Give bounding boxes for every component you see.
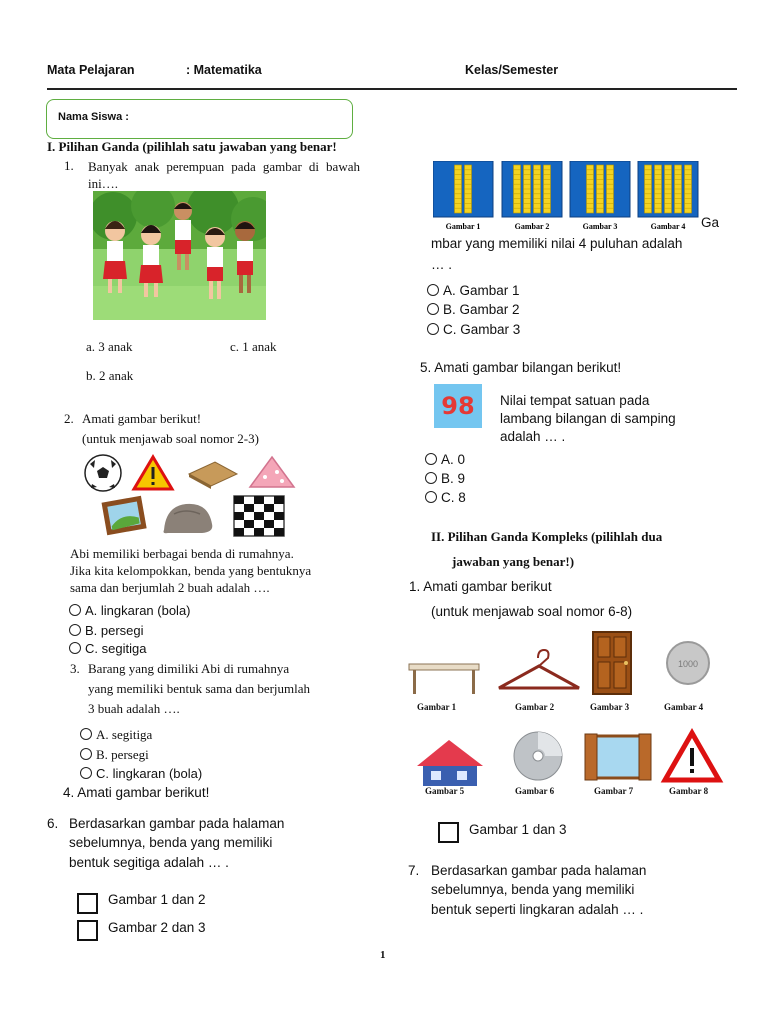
q6-choice-1[interactable]: Gambar 1 dan 2 — [108, 892, 206, 907]
q3-option-b-label: B. persegi — [96, 747, 149, 762]
q4-option-b-label: B. Gambar 2 — [443, 302, 520, 317]
q3-line-1: Barang yang dimiliki Abi di rumahnya — [88, 661, 290, 676]
sticks-panel-label: Gambar 4 — [650, 222, 686, 231]
section-1-title: I. Pilihan Ganda (pilihlah satu jawaban yang benar! — [47, 139, 337, 154]
q6-line-2: sebelumnya, benda yang memiliki — [69, 835, 273, 850]
obj-label-1: Gambar 1 — [417, 702, 457, 712]
number-card — [434, 384, 482, 428]
radio-icon[interactable] — [425, 453, 437, 465]
subject-label: Mata Pelajaran — [47, 63, 135, 77]
q6-choice-3[interactable]: Gambar 1 dan 3 — [469, 822, 567, 837]
obj-label-7: Gambar 7 — [594, 786, 634, 796]
q2-passage-line-2: Jika kita kelompokkan, benda yang bentuknya — [70, 563, 312, 578]
subject-value: : Matematika — [186, 63, 262, 77]
number-card-value: 98 — [441, 392, 475, 420]
objects-grid-image — [405, 628, 725, 803]
section-2-title-line-1: II. Pilihan Ganda Kompleks (pilihlah dua — [431, 529, 663, 544]
q1-option-a[interactable]: a. 3 anak — [86, 339, 133, 354]
radio-icon[interactable] — [69, 604, 81, 616]
obj-label-6: Gambar 6 — [515, 786, 555, 796]
obj-label-4: Gambar 4 — [664, 702, 704, 712]
section-2-title-line-2: jawaban yang benar!) — [452, 554, 575, 569]
q2-number: 2. — [64, 411, 74, 426]
checkbox[interactable] — [438, 822, 459, 843]
q6-choice-2[interactable]: Gambar 2 dan 3 — [108, 920, 206, 935]
q3-option-a[interactable] — [80, 727, 152, 743]
sticks-panel-label: Gambar 3 — [582, 222, 618, 231]
radio-icon[interactable] — [427, 284, 439, 296]
q2-option-a[interactable] — [69, 603, 191, 618]
q2-option-a-label: A. lingkaran (bola) — [85, 603, 191, 618]
q1-option-c[interactable]: c. 1 anak — [230, 339, 277, 354]
checkbox[interactable] — [77, 893, 98, 914]
tens-sticks-image — [433, 161, 703, 232]
q5-option-b[interactable] — [425, 471, 465, 486]
children-image — [93, 191, 266, 320]
q4-text: mbar yang memiliki nilai 4 puluhan adalah — [431, 236, 683, 251]
q3-option-c[interactable] — [80, 766, 202, 781]
q2-text: Amati gambar berikut! — [82, 411, 202, 426]
q5-option-c[interactable] — [425, 490, 466, 505]
q3-line-3: 3 buah adalah …. — [88, 701, 180, 716]
q5-option-b-label: B. 9 — [441, 471, 466, 486]
q5-line-2: lambang bilangan di samping — [500, 411, 676, 426]
q2-passage-line-3: sama dan berjumlah 2 buah adalah …. — [70, 580, 270, 595]
q4-option-b[interactable] — [427, 302, 520, 317]
q1-number: 1. — [64, 158, 74, 173]
obj-label-3: Gambar 3 — [590, 702, 630, 712]
q4-option-c-label: C. Gambar 3 — [443, 322, 521, 337]
sticks-panel — [502, 161, 562, 217]
q1-option-b[interactable]: b. 2 anak — [86, 368, 134, 383]
q3-option-a-label: A. segitiga — [96, 727, 153, 742]
checkbox[interactable] — [77, 920, 98, 941]
q1-text: Banyak anak perempuan pada gambar di bawah ini…. — [88, 159, 360, 191]
q5-option-a-label: A. 0 — [441, 452, 466, 467]
q7-number: 7. — [408, 863, 420, 878]
sticks-panel-label: Gambar 2 — [514, 222, 550, 231]
header-rule — [47, 88, 737, 90]
q7-line-3: bentuk seperti lingkaran adalah … . — [431, 902, 644, 917]
coin-value: 1000 — [677, 659, 699, 669]
radio-icon[interactable] — [80, 728, 92, 740]
q4-dots: … . — [431, 257, 453, 272]
q5-label: 5. Amati gambar bilangan berikut! — [420, 360, 622, 375]
class-label: Kelas/Semester — [465, 63, 559, 77]
radio-icon[interactable] — [69, 624, 81, 636]
page-number: 1 — [380, 949, 386, 961]
q2-option-c[interactable] — [69, 641, 146, 656]
q2-option-b[interactable] — [69, 623, 144, 638]
obj-label-2: Gambar 2 — [515, 702, 555, 712]
q3-number: 3. — [70, 661, 80, 676]
q2-option-b-label: B. persegi — [85, 623, 144, 638]
q2-option-c-label: C. segitiga — [85, 641, 147, 656]
q4-option-a-label: A. Gambar 1 — [443, 283, 520, 298]
radio-icon[interactable] — [425, 491, 437, 503]
section-2-item-1: 1. Amati gambar berikut — [409, 579, 552, 594]
q4-option-c[interactable] — [427, 322, 520, 337]
sticks-panel — [433, 161, 493, 217]
obj-label-8: Gambar 8 — [669, 786, 709, 796]
q5-option-a[interactable] — [425, 452, 465, 467]
q6-number: 6. — [47, 816, 59, 831]
q3-option-b[interactable] — [80, 747, 149, 763]
obj-label-5: Gambar 5 — [425, 786, 465, 796]
q6-line-3: bentuk segitiga adalah … . — [69, 855, 229, 870]
q3-line-2: yang memiliki bentuk sama dan berjumlah — [88, 681, 311, 696]
radio-icon[interactable] — [425, 472, 437, 484]
radio-icon[interactable] — [427, 323, 439, 335]
radio-icon[interactable] — [427, 303, 439, 315]
household-objects-image — [82, 454, 298, 540]
radio-icon[interactable] — [80, 767, 92, 779]
q4-text-tail: Ga — [701, 215, 720, 230]
q7-line-2: sebelumnya, benda yang memiliki — [431, 882, 635, 897]
q4-option-a[interactable] — [427, 283, 520, 298]
q5-line-3: adalah … . — [500, 429, 566, 444]
q3-option-c-label: C. lingkaran (bola) — [96, 766, 203, 781]
radio-icon[interactable] — [80, 748, 92, 760]
q5-option-c-label: C. 8 — [441, 490, 466, 505]
q6-line-1: Berdasarkan gambar pada halaman — [69, 816, 285, 831]
radio-icon[interactable] — [69, 642, 81, 654]
q2-note: (untuk menjawab soal nomor 2-3) — [82, 431, 259, 446]
section-2-item-2: (untuk menjawab soal nomor 6-8) — [431, 604, 633, 619]
sticks-panel-label: Gambar 1 — [445, 222, 481, 231]
name-label: Nama Siswa : — [58, 111, 129, 123]
q7-line-1: Berdasarkan gambar pada halaman — [431, 863, 647, 878]
q2-passage-line-1: Abi memiliki berbagai benda di rumahnya. — [70, 546, 294, 561]
q5-line-1: Nilai tempat satuan pada — [500, 393, 650, 408]
q4-label: 4. Amati gambar berikut! — [63, 785, 210, 800]
